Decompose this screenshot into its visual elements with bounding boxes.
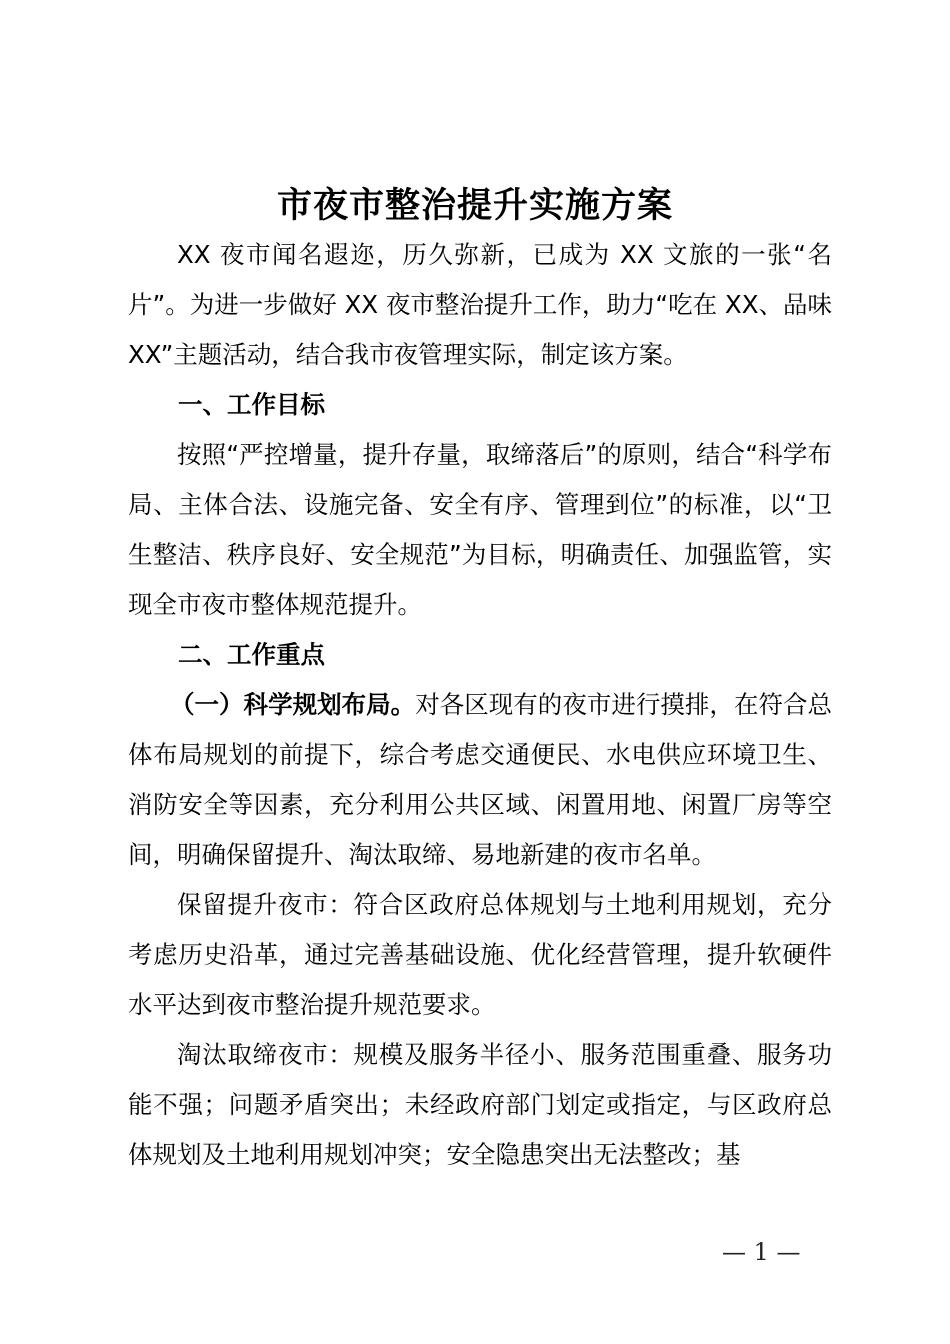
section2-item1-body: 对各区现有的夜市进行摸排，在符合总体布局规划的前提下，综合考虑交通便民、水电供应环境卫生、消防安全等因素，充分利用公共区域、闲置用地、闲置厂房等空间，明确保留提升、淘汰取缔、易地新建的夜市名单。 [128, 690, 833, 869]
page-title: 市夜市整治提升实施方案 [276, 185, 673, 226]
section2-item1-paragraph [128, 680, 832, 880]
section2-heading: 二、工作重点 [178, 640, 325, 669]
section2-item1-lead: （一）科学规划布局。 [170, 690, 416, 719]
intro-paragraph: XX 夜市闻名遐迩，历久弥新，已成为 XX 文旅的一张“名片”。为进一步做好 XX 夜市整治提升工作，助力“吃在 XX、品味 XX”主题活动，结合我市夜管理实际，制定该方案。 [128, 240, 832, 369]
section1-body: 按照“严控增量，提升存量，取缔落后”的原则，结合“科学布局、主体合法、设施完备、安全有序、管理到位”的标准，以“卫生整洁、秩序良好、安全规范”为目标，明确责任、加强监管，实现全市夜市整体规范提升。 [128, 440, 832, 619]
section1-heading: 一、工作目标 [178, 390, 325, 419]
eliminate-paragraph: 淘汰取缔夜市：规模及服务半径小、服务范围重叠、服务功能不强；问题矛盾突出；未经政府部门划定或指定，与区政府总体规划及土地利用规划冲突；安全隐患突出无法整改；基 [128, 1040, 832, 1169]
retain-paragraph: 保留提升夜市：符合区政府总体规划与土地利用规划，充分考虑历史沿革，通过完善基础设施、优化经营管理，提升软硬件水平达到夜市整治提升规范要求。 [128, 890, 832, 1019]
page-number: — 1 — [722, 1238, 801, 1266]
